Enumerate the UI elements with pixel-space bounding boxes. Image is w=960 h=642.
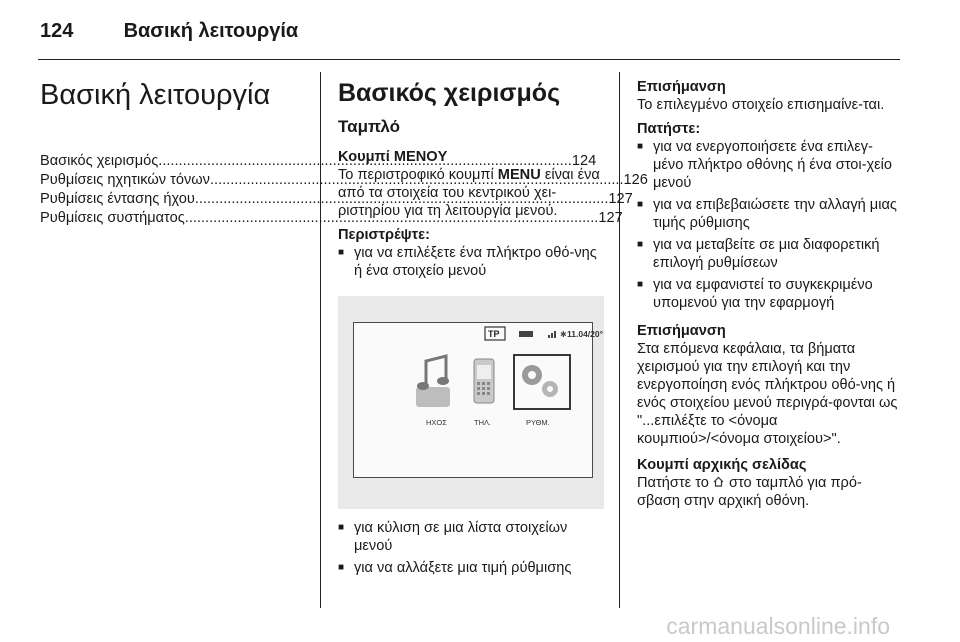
header-rule [38,59,900,60]
list-item-text: για να εμφανιστεί το συγκεκριμένο υπομενού για την εφαρμογή [653,277,873,311]
press-label: Πατήστε: [637,121,701,137]
page-header [40,20,298,43]
column-divider-2 [619,72,620,608]
menu-label-audio: ΗΧΟΣ [426,418,447,427]
menu-button-title: Κουμπί MENOY [338,149,448,165]
menu-keyword: MENU [497,167,541,183]
rotate-label: Περιστρέψτε: [338,227,430,243]
home-button-text [637,474,903,510]
chapter-title: Βασική λειτουργία [40,79,271,111]
music-note-icon [416,356,450,407]
toc-label: Βασικός χειρισμός [40,153,159,169]
bluetooth-icon: ✱ [560,330,567,339]
toc-label: Ρυθμίσεις έντασης ήχου [40,191,195,207]
signal-icon [548,331,556,338]
list-item-text: για να ενεργοποιήσετε ένα επιλεγ-μένο πλήκτρο οθόνης ή ένα στοι-χείο μενού [653,139,893,191]
menu-label-settings: ΡΥΘΜ. [526,418,550,427]
column-notes [637,78,903,510]
display-graphic [354,323,604,477]
toc-page: 126 [623,172,648,188]
list-item-text: για να επιλέξετε ένα πλήκτρο οθό-νης ή ένα στοιχείο μενού [354,245,597,279]
note-text: Στα επόμενα κεφάλαια, τα βήματα χειρισμού για την επιλογή και την ενεργοποίηση ενός πλήκτρου οθό-νης ή ενός στοιχείου μενού περιγρά-φονται ως "...επιλέξτε το <όνομα κουμπιού>/<όνομα στοιχείου>". [637,341,898,447]
list-item [338,244,604,280]
section-title: Βασικός χειρισμός [338,79,561,107]
list-item [637,196,903,232]
note-text: Το επιλεγμένο στοιχείο επισημαίνε-ται. [637,97,885,113]
phone-icon [474,359,494,403]
running-title: Βασική λειτουργία [123,20,299,42]
text-run: στο ταμπλό για πρό-σβαση στην αρχική οθόνη. [637,475,862,509]
bullet-icon: ■ [637,199,644,210]
subsection-title: Ταμπλό [338,117,400,136]
gear-icon [522,365,558,397]
text-run: Πατήστε το [637,475,713,491]
list-item-text: για να μεταβείτε σε μια διαφορετική επιλογή ρυθμίσεων [653,237,880,271]
bullet-icon: ■ [338,247,345,258]
text-run: Το περιστροφικό κουμπί [338,167,498,183]
list-item [637,236,903,272]
bullet-icon: ■ [338,562,345,573]
menu-button-text [338,166,604,220]
list-item [338,559,604,577]
list-item-text: για να αλλάξετε μια τιμή ρύθμισης [354,560,572,576]
toc-page: 127 [608,191,633,207]
note-title: Επισήμανση [637,323,726,339]
list-item-text: για να επιβεβαιώσετε την αλλαγή μιας τιμής ρύθμισης [653,197,897,231]
bullet-icon: ■ [637,141,644,152]
text-run: είναι ένα από τα στοιχεία του κεντρικού χει-ριστηρίου για τη λειτουργία μενού. [338,167,600,219]
note-title: Επισήμανση [637,79,726,95]
bullet-icon: ■ [338,522,345,533]
page-number: 124 [40,20,74,42]
bullet-icon: ■ [637,279,644,290]
clock-readout: 11.04/20° [567,329,604,339]
watermark: carmanualsonline.info [666,613,890,639]
menu-label-phone: ΤΗΛ. [474,418,492,427]
selection-highlight [514,355,570,409]
toc-item[interactable] [40,190,633,209]
display-illustration [338,296,604,509]
toc-label: Ρυθμίσεις ηχητικών τόνων [40,172,210,188]
list-item [338,519,604,555]
list-item-text: για κύλιση σε μια λίστα στοιχείων μενού [354,520,568,554]
battery-icon [519,331,533,337]
bullet-icon: ■ [637,239,644,250]
column-basic-operation [338,78,604,577]
home-button-title: Κουμπί αρχικής σελίδας [637,457,807,473]
list-item [637,138,903,192]
tp-indicator: TP [488,329,500,339]
toc-page: 127 [598,210,623,226]
home-icon [713,474,725,492]
toc-page: 124 [571,153,597,169]
toc-item[interactable] [40,209,623,228]
list-item [637,276,903,312]
display-screen [353,322,604,478]
toc-label: Ρυθμίσεις συστήματος [40,210,185,226]
